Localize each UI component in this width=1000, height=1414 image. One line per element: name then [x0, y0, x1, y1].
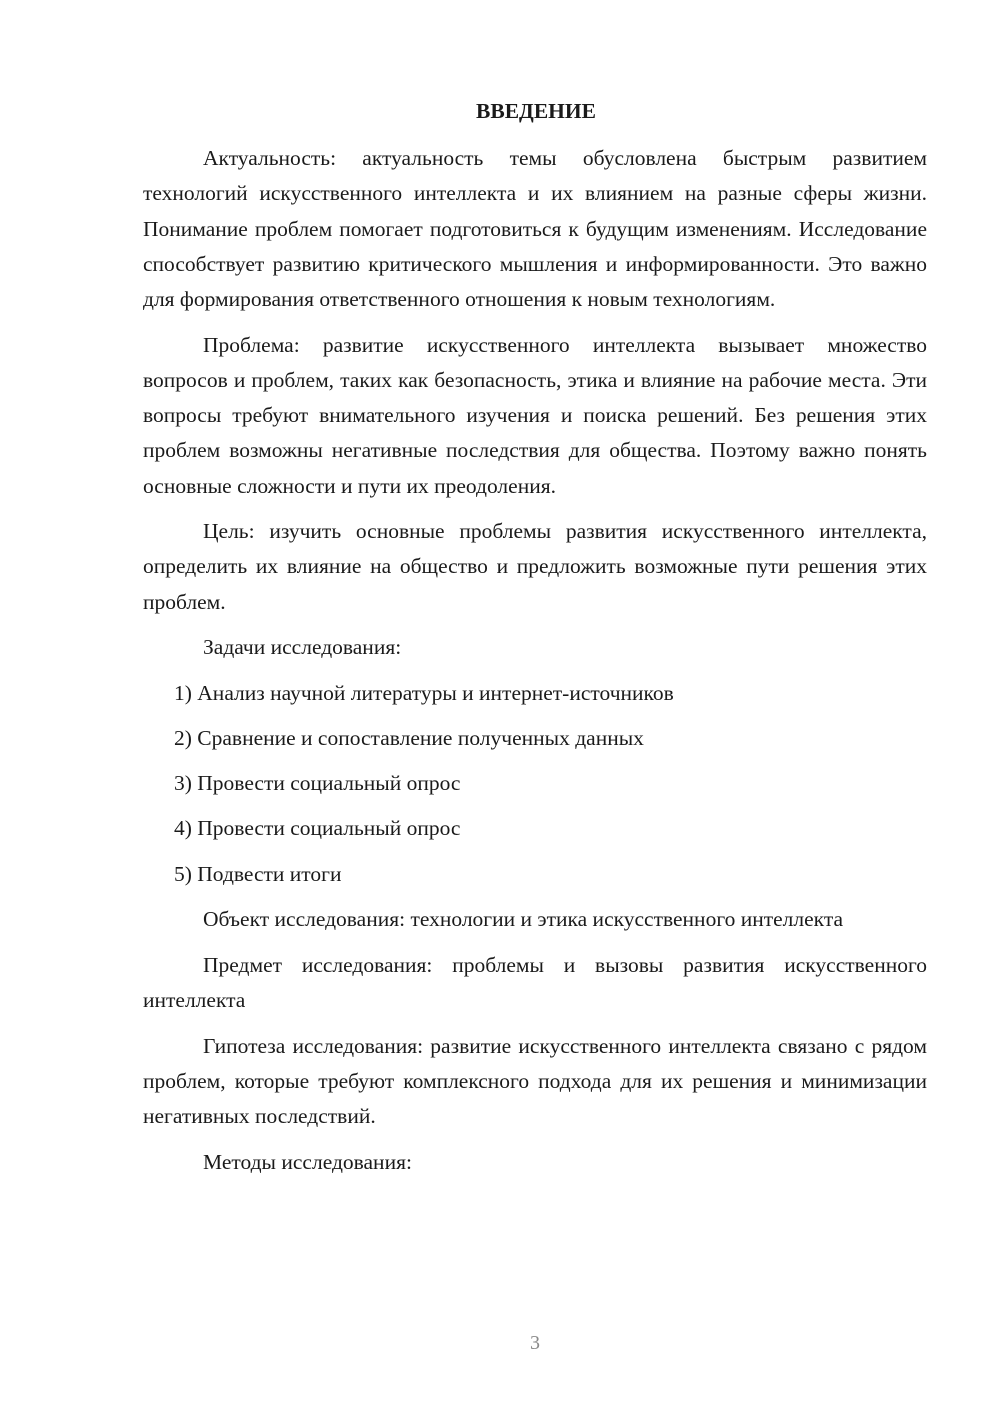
list-item: 2) Сравнение и сопоставление полученных данных [174, 725, 644, 750]
goal-paragraph: Цель: изучить основные проблемы развития искусственного интеллекта, определить их влияние на общество и предложить возможные пути решения этих проблем. [143, 519, 927, 614]
section-heading: ВВЕДЕНИЕ [476, 99, 596, 123]
list-item: 3) Провести социальный опрос [174, 771, 461, 796]
page-content [143, 94, 927, 1190]
tasks-list [143, 676, 927, 892]
relevance-paragraph: Актуальность: актуальность темы обусловлена быстрым развитием технологий искусственного интеллекта и их влиянием на разные сферы жизни. Понимание проблем помогает подготовиться к будущим изменениям. Исследование способствует развитию критического мышления и информированности. Это важно для формирования ответственного отношения к новым технологиям. [143, 146, 927, 311]
tasks-title: Задачи исследования: [203, 635, 402, 660]
methods-title: Методы исследования: [203, 1150, 412, 1175]
list-item: 5) Подвести итоги [174, 861, 342, 886]
object-paragraph: Объект исследования: технологии и этика искусственного интеллекта [203, 907, 844, 932]
page-number: 3 [530, 1332, 540, 1354]
list-item: 4) Провести социальный опрос [174, 816, 461, 841]
subject-paragraph: Предмет исследования: проблемы и вызовы развития искусственного интеллекта [143, 953, 927, 1013]
problem-paragraph: Проблема: развитие искусственного интеллекта вызывает множество вопросов и проблем, таких как безопасность, этика и влияние на рабочие места. Эти вопросы требуют внимательного изучения и поиска решений. Без решения этих проблем возможны негативные последствия для общества. Поэтому важно понять основные сложности и пути их преодоления. [143, 332, 927, 498]
list-item: 1) Анализ научной литературы и интернет-источников [174, 680, 674, 705]
hypothesis-paragraph: Гипотеза исследования: развитие искусственного интеллекта связано с рядом проблем, которые требуют комплексного подхода для их решения и минимизации негативных последствий. [143, 1034, 927, 1129]
